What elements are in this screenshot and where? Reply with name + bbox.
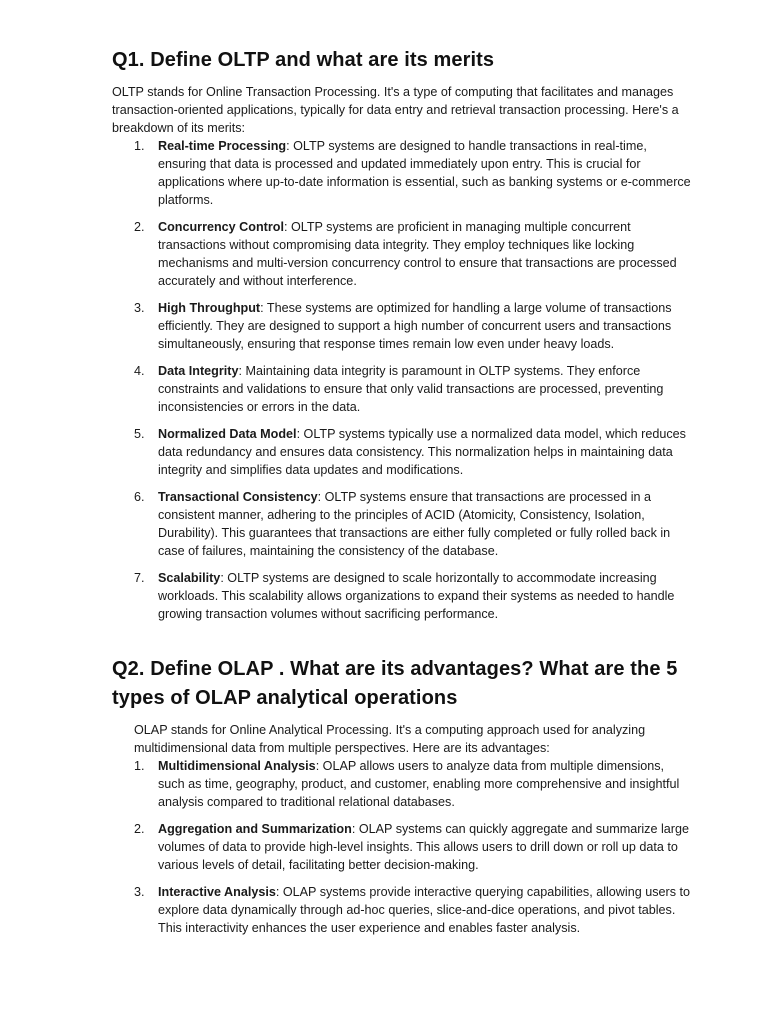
list-item-number: 2. (134, 220, 145, 234)
list-item-text: : These systems are optimized for handling a large volume of transactions efficiently. They are designed to support a high number of concurrent users and transactions simultaneously, ensuring that response times remain low even under heavy loads. (158, 301, 672, 351)
list-item-term: Interactive Analysis (158, 885, 276, 899)
list-item (112, 757, 694, 811)
list-item-term: High Throughput (158, 301, 261, 315)
list-item (112, 218, 694, 290)
list-item-number: 1. (134, 759, 145, 773)
list-item-term: Aggregation and Summarization (158, 822, 352, 836)
list-item-text: : OLAP systems can quickly aggregate and summarize large volumes of data to provide high-level insights. This allows users to drill down or roll up data to various levels of detail, facilitating better decision-making. (158, 822, 689, 872)
list-item-term: Scalability (158, 571, 221, 585)
q2-advantages-list (112, 757, 698, 937)
q1-intro-paragraph: OLTP stands for Online Transaction Processing. It's a type of computing that facilitates and manages transaction-oriented applications, typically for data entry and retrieval transaction processing. Here's a breakdown of its merits: (112, 85, 679, 135)
q2-intro-paragraph: OLAP stands for Online Analytical Processing. It's a computing approach used for analyzing multidimensional data from multiple perspectives. Here are its advantages: (134, 723, 646, 755)
list-item (112, 362, 694, 416)
list-item-text: : OLTP systems are proficient in managing multiple concurrent transactions without compromising data integrity. They employ techniques like locking mechanisms and multi-version concurrency control to ensure that transactions are processed accurately and without interference. (158, 220, 677, 288)
list-item-number: 1. (134, 139, 145, 153)
list-item (112, 883, 694, 937)
list-item (112, 569, 694, 623)
list-item-term: Concurrency Control (158, 220, 284, 234)
list-item-text: : OLTP systems typically use a normalized data model, which reduces data redundancy and ensures data consistency. This normalization helps in maintaining data integrity and simplifies data updates and modifications. (158, 427, 686, 477)
list-item-term: Transactional Consistency (158, 490, 318, 504)
list-item (112, 299, 694, 353)
list-item-number: 3. (134, 301, 145, 315)
list-item-number: 4. (134, 364, 145, 378)
list-item-text: : OLTP systems are designed to scale horizontally to accommodate increasing workloads. This scalability allows organizations to expand their systems as needed to handle growing transaction volumes without sacrificing performance. (158, 571, 675, 621)
list-item-text: : Maintaining data integrity is paramount in OLTP systems. They enforce constraints and validations to ensure that only valid transactions are processed, preventing inconsistencies or errors in the data. (158, 364, 664, 414)
list-item (112, 137, 694, 209)
list-item-number: 3. (134, 885, 145, 899)
list-item-text: : OLTP systems ensure that transactions are processed in a consistent manner, adhering to the principles of ACID (Atomicity, Consistency, Isolation, Durability). This guarantees that transactions are either fully completed or fully rolled back in case of failures, maintaining the consistency of the database. (158, 490, 671, 558)
list-item-text: : OLAP allows users to analyze data from multiple dimensions, such as time, geography, product, and customer, enabling more comprehensive and insightful analysis compared to traditional relational databases. (158, 759, 680, 809)
list-item-number: 5. (134, 427, 145, 441)
list-item-text: : OLAP systems provide interactive querying capabilities, allowing users to explore data dynamically through ad-hoc queries, slice-and-dice operations, and pivot tables. This interactivity enhances the user experience and enables faster analysis. (158, 885, 691, 935)
q2-heading: Q2. Define OLAP . What are its advantages? What are the 5 types of OLAP analytical operations (112, 658, 678, 709)
list-item (112, 425, 694, 479)
q1-merits-list (112, 137, 698, 623)
list-item-term: Multidimensional Analysis (158, 759, 316, 773)
list-item-number: 7. (134, 571, 145, 585)
list-item (112, 820, 694, 874)
list-item-term: Normalized Data Model (158, 427, 297, 441)
list-item-number: 2. (134, 822, 145, 836)
list-item (112, 488, 694, 560)
list-item-text: : OLTP systems are designed to handle transactions in real-time, ensuring that data is processed and updated immediately upon entry. This is crucial for applications where up-to-date information is essential, such as banking systems or e-commerce platforms. (158, 139, 691, 207)
list-item-number: 6. (134, 490, 145, 504)
q1-heading: Q1. Define OLTP and what are its merits (112, 49, 495, 71)
list-item-term: Real-time Processing (158, 139, 287, 153)
list-item-term: Data Integrity (158, 364, 239, 378)
